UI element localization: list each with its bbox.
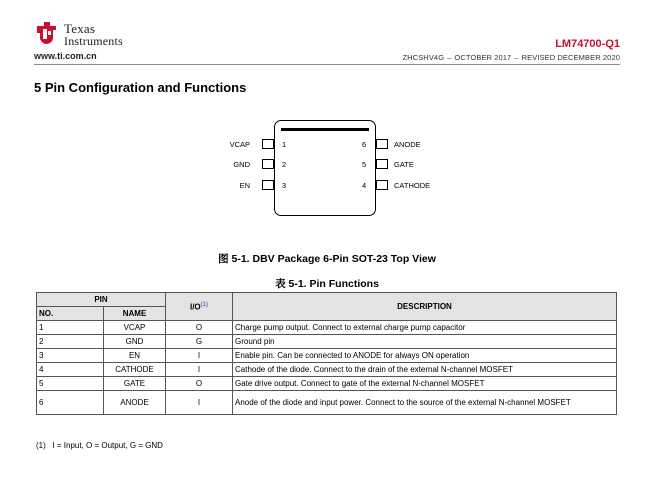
website-link[interactable]: www.ti.com.cn — [34, 51, 97, 61]
pin-number: 6 — [37, 391, 104, 415]
pin-number-right-6: 6 — [362, 140, 367, 149]
doc-id: ZHCSHV4G — [402, 53, 445, 62]
pin-name-left-3: EN — [239, 181, 250, 190]
pin-name: GATE — [104, 377, 166, 391]
table-row — [37, 335, 617, 349]
doc-info-line — [402, 53, 620, 62]
package-diagram — [226, 115, 431, 219]
pin-number: 5 — [37, 377, 104, 391]
pin-name: VCAP — [104, 321, 166, 335]
pin-name: GND — [104, 335, 166, 349]
pin-lead-left-3 — [262, 180, 274, 190]
pin-io: O — [166, 377, 233, 391]
pin-number-left-3: 3 — [282, 181, 287, 190]
pin-lead-left-2 — [262, 159, 274, 169]
part-number[interactable]: LM74700-Q1 — [555, 38, 620, 50]
table-footnote — [36, 441, 163, 450]
number-header: NO. — [37, 307, 104, 321]
pin-description: Enable pin. Can be connected to ANODE for always ON operation — [233, 349, 617, 363]
pin-name-left-2: GND — [233, 160, 250, 169]
ti-logo-icon — [34, 20, 60, 46]
pin-number: 4 — [37, 363, 104, 377]
pin-description: Ground pin — [233, 335, 617, 349]
pin-number-left-1: 1 — [282, 140, 287, 149]
pin-description: Gate drive output. Connect to gate of the external N-channel MOSFET — [233, 377, 617, 391]
table-row — [37, 321, 617, 335]
footnote-text: I = Input, O = Output, G = GND — [52, 441, 163, 450]
pin-name-right-5: GATE — [394, 160, 414, 169]
section-title: 5 Pin Configuration and Functions — [34, 80, 247, 95]
pin-io: I — [166, 363, 233, 377]
header-divider — [34, 64, 620, 65]
separator: – — [447, 53, 452, 62]
table-row — [37, 363, 617, 377]
pin-io: I — [166, 349, 233, 363]
pin-io: O — [166, 321, 233, 335]
table-row — [37, 391, 617, 415]
pin-name: ANODE — [104, 391, 166, 415]
pin-number-right-5: 5 — [362, 160, 367, 169]
table-row — [37, 377, 617, 391]
pin-io: G — [166, 335, 233, 349]
pin-description: Cathode of the diode. Connect to the drain of the external N-channel MOSFET — [233, 363, 617, 377]
pin-group-header: PIN — [37, 293, 166, 307]
separator: – — [514, 53, 519, 62]
pin-functions-table — [36, 292, 617, 415]
pin-name: EN — [104, 349, 166, 363]
pin-number-right-4: 4 — [362, 181, 367, 190]
io-footnote-ref[interactable]: (1) — [200, 301, 208, 308]
pin-number: 1 — [37, 321, 104, 335]
table-caption: 表 5-1. Pin Functions — [275, 278, 379, 290]
pin-lead-left-1 — [262, 139, 274, 149]
pin-io: I — [166, 391, 233, 415]
package-body — [274, 120, 376, 216]
pin-lead-right-6 — [376, 139, 388, 149]
logo-line-1: Texas — [64, 21, 96, 36]
pin-lead-right-4 — [376, 180, 388, 190]
figure-caption: 图 5-1. DBV Package 6-Pin SOT-23 Top View — [218, 253, 436, 265]
pin-name-right-4: CATHODE — [394, 181, 431, 190]
io-header-label: I/O — [189, 302, 201, 312]
pin-lead-right-5 — [376, 159, 388, 169]
pin1-indicator-bar — [281, 128, 369, 131]
pin-name: CATHODE — [104, 363, 166, 377]
doc-date: OCTOBER 2017 — [454, 53, 512, 62]
pin-name-left-1: VCAP — [229, 140, 250, 149]
footnote-mark: (1) — [36, 441, 46, 450]
io-header — [166, 293, 233, 321]
description-header: DESCRIPTION — [233, 293, 617, 321]
pin-description: Anode of the diode and input power. Connect to the source of the external N-channel MOSFET — [233, 391, 617, 415]
pin-description: Charge pump output. Connect to external charge pump capacitor — [233, 321, 617, 335]
pin-name-right-6: ANODE — [394, 140, 421, 149]
doc-revised: REVISED DECEMBER 2020 — [521, 53, 620, 62]
pin-number: 3 — [37, 349, 104, 363]
table-row — [37, 349, 617, 363]
pin-number: 2 — [37, 335, 104, 349]
pin-number-left-2: 2 — [282, 160, 287, 169]
logo-line-2: Instruments — [64, 34, 123, 48]
name-header: NAME — [104, 307, 166, 321]
